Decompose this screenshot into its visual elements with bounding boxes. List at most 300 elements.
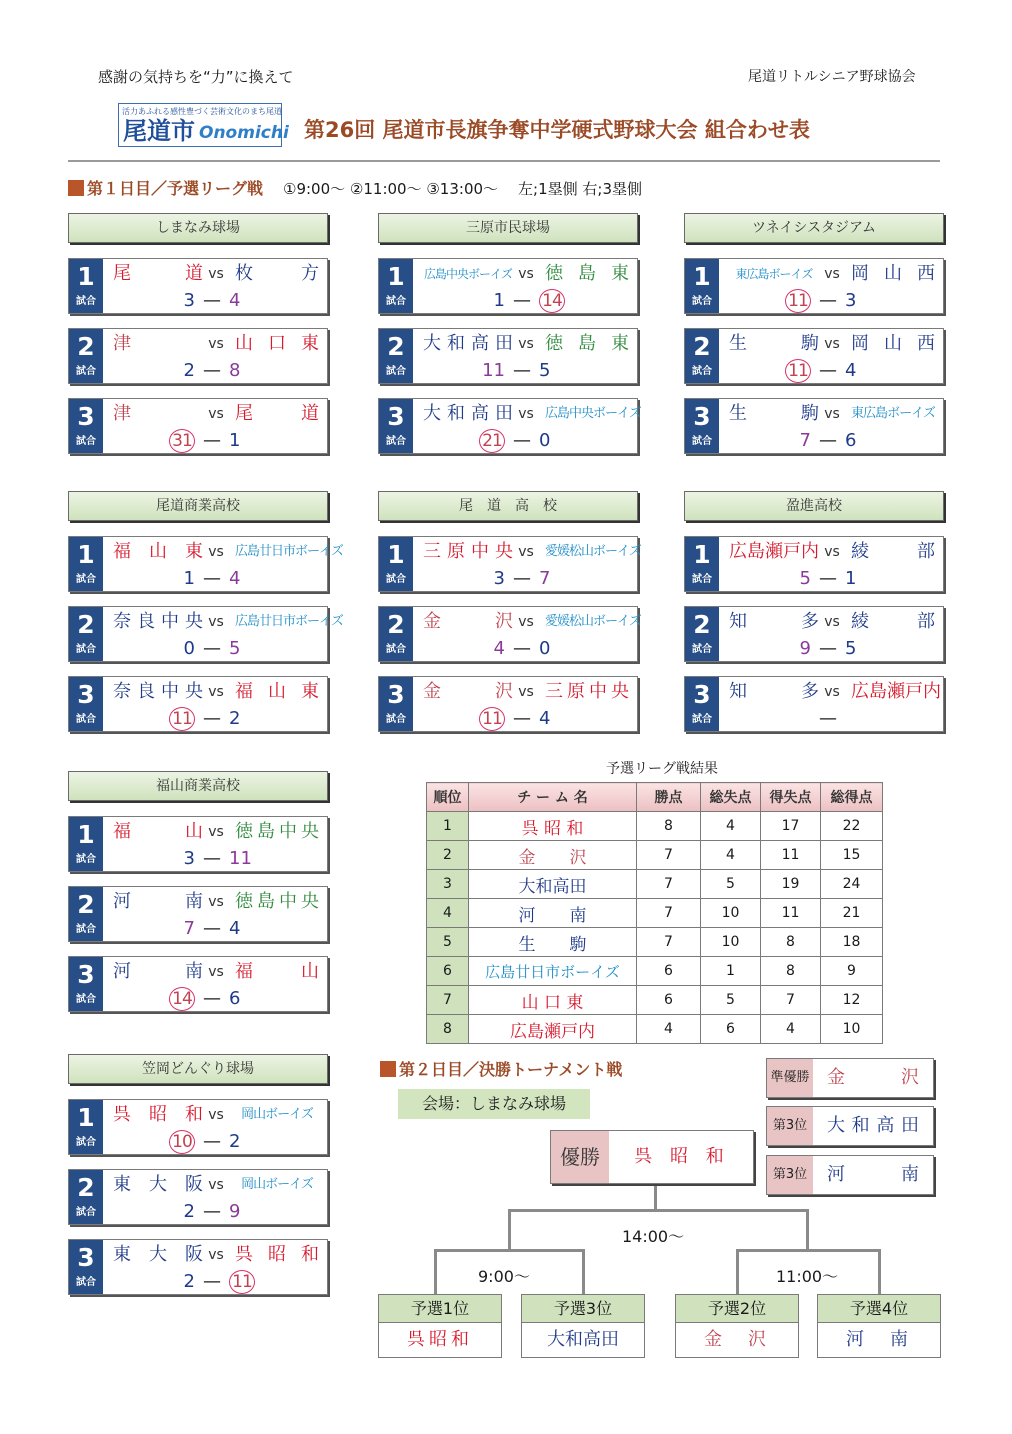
score-b-value: 4	[845, 360, 857, 381]
score-dash: —	[819, 638, 837, 659]
vs-label: vs	[208, 266, 224, 282]
game-number-value: 3	[693, 680, 711, 709]
vs-label: vs	[518, 614, 534, 630]
day1-times: ①9:00～ ②11:00～ ③13:00～	[283, 180, 499, 198]
table-row	[427, 899, 883, 928]
score-b-value: 0	[539, 430, 551, 451]
bracket-line	[736, 1249, 880, 1252]
venue-header: 笠岡どんぐり球場	[68, 1054, 328, 1084]
score-dash: —	[203, 1271, 221, 1292]
team-b: 愛媛松山ボーイズ	[545, 614, 641, 629]
game-number-value: 3	[77, 680, 95, 709]
game-label: 試合	[76, 644, 96, 655]
score-line	[379, 567, 637, 591]
vs-label: vs	[208, 684, 224, 700]
team-cell: 広島瀬戸内	[469, 1015, 637, 1044]
runs-allowed-cell: 4	[701, 812, 761, 841]
team-b: 綾 部	[851, 541, 935, 562]
game-card	[68, 1099, 328, 1155]
venue-header: 尾 道 高 校	[378, 491, 638, 521]
winner-circle: 14	[169, 987, 195, 1011]
seed-team: 金 沢	[704, 1329, 770, 1350]
score-a-value: 2	[183, 1201, 195, 1222]
game-label: 試合	[692, 366, 712, 377]
col-run-diff: 得失点	[761, 783, 821, 812]
game-label: 試合	[692, 574, 712, 585]
score-line	[69, 567, 327, 591]
seed-label: 予選4位	[818, 1295, 940, 1323]
seed-label: 予選1位	[379, 1295, 501, 1323]
standings-header-row	[427, 783, 883, 812]
score-a	[184, 1200, 195, 1224]
runs-allowed-cell: 10	[701, 899, 761, 928]
game-number-value: 3	[77, 1243, 95, 1272]
score-line	[69, 707, 327, 731]
table-row	[427, 986, 883, 1015]
game-card	[68, 536, 343, 592]
game-card	[684, 676, 944, 732]
standings-caption: 予選リーグ戦結果	[606, 761, 718, 777]
champion-box	[550, 1130, 754, 1184]
score-b	[539, 289, 565, 313]
seed-box	[521, 1294, 645, 1358]
team-a: 広島中央ボーイズ	[424, 267, 512, 281]
venue-header: 盈進高校	[684, 491, 944, 521]
team-a: 知 多	[729, 611, 819, 632]
winner-circle: 11	[785, 289, 811, 313]
score-a-value: 3	[183, 290, 195, 311]
table-row	[427, 1015, 883, 1044]
game-label: 試合	[386, 296, 406, 307]
score-dash: —	[203, 430, 221, 451]
runs-scored-cell: 10	[821, 1015, 883, 1044]
team-a: 福山東	[113, 541, 203, 562]
seed-team: 大和高田	[547, 1329, 619, 1350]
run-diff-cell: 17	[761, 812, 821, 841]
score-b-value: 2	[229, 1131, 241, 1152]
team-a: 尾 道	[113, 263, 203, 284]
runs-scored-cell: 18	[821, 928, 883, 957]
seed-team: 河 南	[846, 1329, 912, 1350]
score-b	[229, 1200, 240, 1224]
runs-scored-cell: 9	[821, 957, 883, 986]
score-a-value: 11	[482, 360, 505, 381]
game-number-value: 2	[387, 610, 405, 639]
rank-cell: 7	[427, 986, 469, 1015]
score-line	[379, 289, 637, 313]
score-a	[785, 359, 811, 383]
venue-header: しまなみ球場	[68, 213, 328, 243]
page-title: 第26回 尾道市長旗争奪中学硬式野球大会 組合わせ表	[304, 118, 810, 142]
game-card	[378, 328, 638, 384]
game-card	[684, 606, 944, 662]
winner-circle: 21	[479, 429, 505, 453]
game-card	[68, 328, 328, 384]
day2-venue: 会場：しまなみ球場	[398, 1089, 590, 1119]
score-a-value: 2	[183, 360, 195, 381]
game-number-value: 2	[77, 890, 95, 919]
score-a	[184, 1270, 195, 1294]
game-card	[684, 328, 944, 384]
score-line	[69, 1270, 327, 1294]
game-number-value: 3	[693, 402, 711, 431]
team-b: 徳島中央	[235, 821, 319, 842]
game-label: 試合	[76, 366, 96, 377]
logo-roman: Onomichi	[199, 123, 289, 143]
team-cell: 大和高田	[469, 870, 637, 899]
score-line	[69, 429, 327, 453]
score-line	[69, 1130, 327, 1154]
runs-scored-cell: 24	[821, 870, 883, 899]
score-dash: —	[513, 638, 531, 659]
rank-cell: 6	[427, 957, 469, 986]
team-b: 広島瀬戸内	[851, 681, 941, 702]
game-card	[68, 606, 343, 662]
team-a: 東大阪	[113, 1244, 203, 1265]
game-label: 試合	[386, 436, 406, 447]
table-row	[427, 841, 883, 870]
col-points: 勝点	[637, 783, 701, 812]
score-b	[229, 567, 240, 591]
game-card	[378, 398, 641, 454]
game-number-value: 1	[77, 820, 95, 849]
vs-label: vs	[208, 894, 224, 910]
run-diff-cell: 11	[761, 841, 821, 870]
score-dash: —	[203, 290, 221, 311]
team-b: 徳島中央	[235, 891, 319, 912]
team-a: 生 駒	[729, 403, 819, 424]
team-b: 枚 方	[235, 263, 319, 284]
score-a-value: 0	[183, 638, 195, 659]
place-team: 大和高田	[827, 1115, 919, 1136]
score-b	[845, 567, 856, 591]
venue-header: ツネイシスタジアム	[684, 213, 944, 243]
game-number-value: 1	[693, 540, 711, 569]
score-a-value: 1	[183, 568, 195, 589]
bracket-line	[806, 1209, 809, 1251]
score-b	[539, 707, 550, 731]
score-line	[685, 289, 943, 313]
points-cell: 7	[637, 841, 701, 870]
game-card	[378, 536, 641, 592]
run-diff-cell: 4	[761, 1015, 821, 1044]
game-number-value: 1	[387, 540, 405, 569]
score-dash: —	[203, 988, 221, 1009]
runs-allowed-cell: 5	[701, 986, 761, 1015]
bracket-line	[736, 1249, 739, 1295]
col-team: チ ー ム 名	[469, 783, 637, 812]
square-bullet-icon	[68, 180, 84, 196]
runner-up-box	[766, 1058, 934, 1098]
rank-cell: 3	[427, 870, 469, 899]
score-dash: —	[819, 290, 837, 311]
team-b: 福 山	[235, 961, 319, 982]
score-b	[229, 707, 240, 731]
vs-label: vs	[208, 1247, 224, 1263]
score-a	[800, 637, 811, 661]
game-label: 試合	[76, 854, 96, 865]
score-b-value: 0	[539, 638, 551, 659]
game-number-value: 2	[77, 1173, 95, 1202]
team-b: 広島廿日市ボーイズ	[235, 544, 343, 559]
game-card	[684, 536, 944, 592]
score-a	[494, 289, 505, 313]
place-team: 金 沢	[827, 1067, 919, 1088]
runs-scored-cell: 22	[821, 812, 883, 841]
team-b: 呉昭和	[235, 1244, 319, 1265]
score-b-value: 11	[229, 848, 252, 869]
score-b	[539, 359, 550, 383]
team-a: 三原中央	[423, 541, 513, 562]
game-card	[68, 258, 328, 314]
game-label: 試合	[76, 574, 96, 585]
team-a: 金 沢	[423, 611, 513, 632]
vs-label: vs	[518, 684, 534, 700]
score-b-value: 2	[229, 708, 241, 729]
winner-circle: 11	[479, 707, 505, 731]
rank-cell: 2	[427, 841, 469, 870]
team-b: 綾 部	[851, 611, 935, 632]
rank-cell: 4	[427, 899, 469, 928]
score-a	[169, 1130, 195, 1154]
score-a-value: 3	[183, 848, 195, 869]
game-card	[68, 816, 328, 872]
team-b: 岡山西	[851, 333, 935, 354]
semi-time: 11:00～	[776, 1267, 839, 1286]
day1-title: 第１日目／予選リーグ戦	[87, 179, 264, 198]
score-dash: —	[203, 918, 221, 939]
vs-label: vs	[208, 614, 224, 630]
score-b-value: 4	[229, 918, 241, 939]
rank-cell: 1	[427, 812, 469, 841]
winner-circle: 10	[169, 1130, 195, 1154]
game-card	[378, 258, 638, 314]
square-bullet-icon	[380, 1061, 396, 1077]
team-b: 尾 道	[235, 403, 319, 424]
score-a	[184, 289, 195, 313]
seed-label: 予選2位	[676, 1295, 798, 1323]
team-b: 山口東	[235, 333, 319, 354]
score-a-value: 1	[493, 290, 505, 311]
score-dash: —	[203, 638, 221, 659]
winner-circle: 31	[169, 429, 195, 453]
team-b: 徳島東	[545, 333, 629, 354]
team-b: 広島廿日市ボーイズ	[235, 614, 343, 629]
team-b: 愛媛松山ボーイズ	[545, 544, 641, 559]
score-line	[685, 429, 943, 453]
score-a-value: 7	[799, 430, 811, 451]
day2-heading	[380, 1057, 622, 1080]
score-b-value: 1	[229, 430, 241, 451]
score-dash: —	[819, 568, 837, 589]
team-cell: 広島廿日市ボーイズ	[469, 957, 637, 986]
vs-label: vs	[824, 614, 840, 630]
team-b: 岡山ボーイズ	[241, 1177, 313, 1192]
game-card	[68, 676, 328, 732]
score-b	[229, 917, 240, 941]
col-rank: 順位	[427, 783, 469, 812]
logo-tagline: 活力あふれる感性豊づく芸術文化のまち尾道	[122, 107, 282, 116]
score-line	[685, 567, 943, 591]
venue-header: 福山商業高校	[68, 771, 328, 801]
table-row	[427, 812, 883, 841]
third-place-box	[766, 1155, 934, 1195]
score-a	[479, 429, 505, 453]
score-line	[69, 987, 327, 1011]
team-a: 津	[113, 333, 131, 354]
semi-time: 9:00～	[478, 1267, 530, 1286]
score-dash: —	[513, 708, 531, 729]
venue-header: 三原市民球場	[378, 213, 638, 243]
vs-label: vs	[518, 266, 534, 282]
team-cell: 山 口 東	[469, 986, 637, 1015]
run-diff-cell: 19	[761, 870, 821, 899]
winner-circle: 11	[169, 707, 195, 731]
game-number-value: 1	[77, 1103, 95, 1132]
game-label: 試合	[386, 644, 406, 655]
game-card	[68, 1239, 328, 1295]
team-a: 河 南	[113, 891, 203, 912]
game-number-value: 3	[77, 960, 95, 989]
vs-label: vs	[208, 406, 224, 422]
team-b: 徳島東	[545, 263, 629, 284]
vs-label: vs	[824, 544, 840, 560]
run-diff-cell: 11	[761, 899, 821, 928]
rank-cell: 5	[427, 928, 469, 957]
runs-allowed-cell: 10	[701, 928, 761, 957]
game-number-value: 2	[693, 610, 711, 639]
score-b	[229, 637, 240, 661]
winner-circle: 11	[785, 359, 811, 383]
champion-label: 優勝	[551, 1131, 609, 1183]
game-label: 試合	[76, 1207, 96, 1218]
game-label: 試合	[386, 714, 406, 725]
score-a-value: 5	[799, 568, 811, 589]
game-number-value: 1	[77, 262, 95, 291]
team-a: 知 多	[729, 681, 819, 702]
vs-label: vs	[208, 964, 224, 980]
runs-scored-cell: 21	[821, 899, 883, 928]
place-team: 河 南	[827, 1164, 919, 1185]
team-a: 呉昭和	[113, 1104, 203, 1125]
third-place-box	[766, 1106, 934, 1146]
score-line	[379, 429, 637, 453]
game-card	[68, 1169, 328, 1225]
score-a	[479, 707, 505, 731]
team-a: 大和高田	[423, 333, 513, 354]
game-number-value: 2	[693, 332, 711, 361]
vs-label: vs	[518, 406, 534, 422]
team-cell: 生 駒	[469, 928, 637, 957]
bracket-line	[582, 1249, 585, 1295]
score-dash: —	[513, 430, 531, 451]
score-a-value: 3	[493, 568, 505, 589]
score-a	[184, 637, 195, 661]
bracket-line	[654, 1186, 657, 1211]
col-runs-allowed: 総失点	[701, 783, 761, 812]
score-b	[845, 359, 856, 383]
score-a	[482, 359, 505, 383]
game-number-value: 1	[77, 540, 95, 569]
score-line	[685, 637, 943, 661]
score-b-value: 3	[845, 290, 857, 311]
team-cell: 金 沢	[469, 841, 637, 870]
game-label: 試合	[386, 366, 406, 377]
score-b-value: 4	[229, 568, 241, 589]
team-b: 東広島ボーイズ	[851, 406, 935, 421]
day1-sides: 左;1塁側 右;3塁側	[518, 180, 643, 198]
vs-label: vs	[518, 544, 534, 560]
game-number-value: 3	[77, 402, 95, 431]
score-a	[169, 707, 195, 731]
score-b	[229, 429, 240, 453]
score-line	[69, 359, 327, 383]
game-card	[378, 606, 641, 662]
day1-heading	[68, 176, 642, 199]
score-a	[184, 567, 195, 591]
final-time: 14:00～	[622, 1227, 685, 1246]
score-dash: —	[819, 708, 837, 729]
venue-header: 尾道商業高校	[68, 491, 328, 521]
run-diff-cell: 7	[761, 986, 821, 1015]
score-line	[69, 847, 327, 871]
score-dash: —	[513, 360, 531, 381]
game-card	[68, 886, 328, 942]
game-label: 試合	[692, 644, 712, 655]
score-a	[800, 567, 811, 591]
score-dash: —	[203, 1131, 221, 1152]
association-name: 尾道リトルシニア野球協会	[748, 69, 916, 85]
score-b-value: 7	[539, 568, 551, 589]
score-b-value: 6	[845, 430, 857, 451]
vs-label: vs	[824, 684, 840, 700]
score-b	[539, 567, 550, 591]
score-b	[229, 987, 240, 1011]
score-b-value: 6	[229, 988, 241, 1009]
onomichi-logo	[118, 103, 289, 147]
bracket-line	[434, 1249, 584, 1252]
runs-allowed-cell: 4	[701, 841, 761, 870]
bracket-line	[508, 1209, 808, 1212]
score-b-value: 5	[229, 638, 241, 659]
game-number-value: 2	[77, 610, 95, 639]
score-b	[229, 847, 252, 871]
team-b: 岡山西	[851, 263, 935, 284]
winner-circle: 11	[229, 1270, 255, 1294]
score-b	[845, 289, 856, 313]
team-a: 広島瀬戸内	[729, 541, 819, 562]
seed-team: 呉昭和	[407, 1329, 473, 1350]
team-b: 岡山ボーイズ	[241, 1107, 313, 1122]
score-line	[69, 917, 327, 941]
game-label: 試合	[692, 296, 712, 307]
score-a-value: 4	[493, 638, 505, 659]
team-a: 金 沢	[423, 681, 513, 702]
game-card	[378, 676, 638, 732]
team-a: 生 駒	[729, 333, 819, 354]
standings-table	[426, 782, 883, 1044]
score-b	[229, 289, 240, 313]
score-dash: —	[819, 360, 837, 381]
day2-title: 第２日目／決勝トーナメント戦	[399, 1060, 623, 1079]
game-label: 試合	[76, 1137, 96, 1148]
vs-label: vs	[208, 1107, 224, 1123]
score-a-value: 7	[183, 918, 195, 939]
score-a	[494, 567, 505, 591]
score-a	[184, 847, 195, 871]
score-b	[229, 359, 240, 383]
run-diff-cell: 8	[761, 957, 821, 986]
